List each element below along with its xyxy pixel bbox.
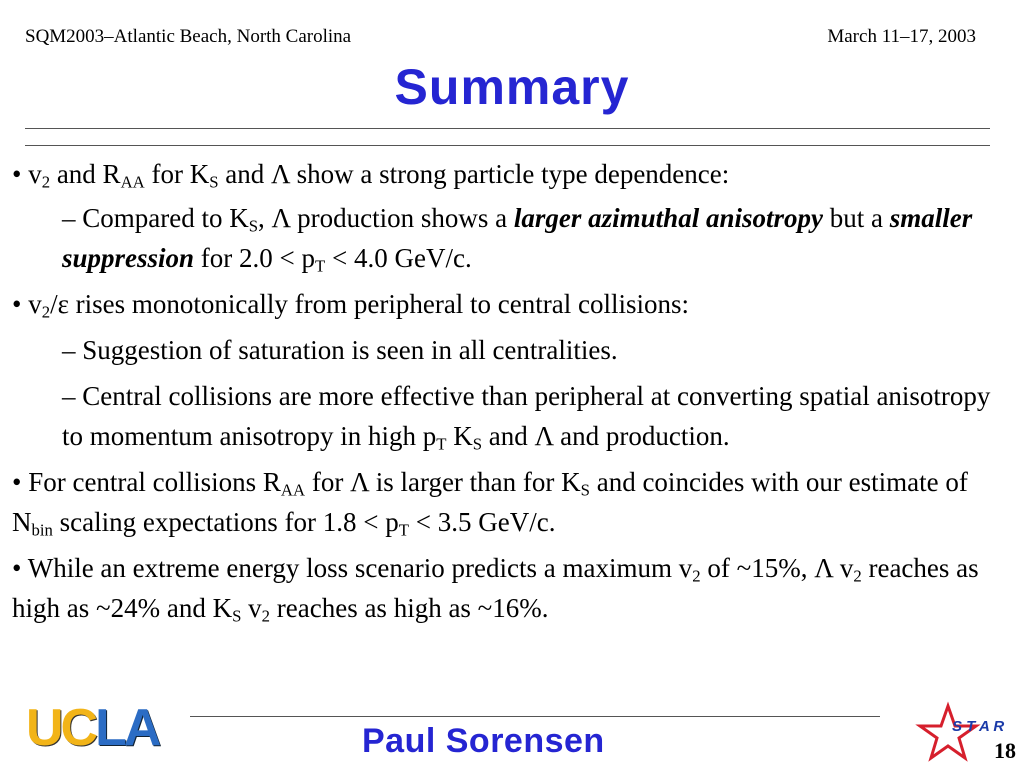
text-run: scaling expectations for 1.8 < p <box>52 507 399 537</box>
page-number: 18 <box>994 738 1016 763</box>
subscript: bin <box>31 520 53 540</box>
text-run: for K <box>144 159 210 189</box>
conference-header: SQM2003–Atlantic Beach, North Carolina <box>25 26 352 47</box>
subscript: T <box>436 434 447 454</box>
text-run: and coincides with our estimate of N <box>12 467 968 537</box>
text-run: /ε rises monotonically from peripheral to central collisions: <box>50 289 690 319</box>
text-run: v <box>241 593 262 623</box>
sub-bullet-2a <box>12 330 1012 370</box>
subscript: S <box>232 606 242 626</box>
text-run: – Compared to K <box>62 203 249 233</box>
text-run: • For central collisions R <box>12 467 281 497</box>
title-rule-bottom <box>25 145 990 146</box>
text-run: < 4.0 GeV/c. <box>325 243 472 273</box>
subscript: S <box>580 480 590 500</box>
text-run: of ~15%, Λ v <box>700 553 854 583</box>
text-run: K <box>446 421 473 451</box>
footer-rule <box>190 716 880 717</box>
subscript: 2 <box>692 566 701 586</box>
text-run: for 2.0 < p <box>194 243 316 273</box>
text-run: < 3.5 GeV/c. <box>409 507 556 537</box>
subscript: 2 <box>41 172 51 192</box>
text-run: – Suggestion of saturation is seen in all centralities. <box>62 335 618 365</box>
text-run: reaches as high as ~16%. <box>270 593 549 623</box>
bullet-4 <box>12 548 1012 628</box>
bullet-1 <box>12 154 1012 194</box>
ucla-logo <box>26 699 159 757</box>
emphasis-text: larger azimuthal anisotropy <box>513 203 823 233</box>
emphasis-text: smaller suppression <box>62 203 973 273</box>
bullet-2 <box>12 284 1012 324</box>
subscript: T <box>315 256 326 276</box>
bullet-3 <box>12 462 1012 542</box>
text-run: reaches as high as ~24% and K <box>12 553 979 623</box>
text-run: and Λ and production. <box>482 421 730 451</box>
ucla-logo-la: LA <box>95 699 159 757</box>
sub-bullet-2b <box>12 376 1012 456</box>
subscript: T <box>398 520 410 540</box>
subscript: S <box>472 434 483 454</box>
subscript: S <box>209 172 219 192</box>
text-run: • v <box>12 289 42 319</box>
subscript: 2 <box>853 566 862 586</box>
text-run: but a <box>822 203 890 233</box>
subscript: AA <box>120 172 145 192</box>
text-run: • v <box>12 159 42 189</box>
subscript: AA <box>280 480 306 500</box>
author-name: Paul Sorensen <box>362 722 605 760</box>
slide-title: Summary <box>394 59 630 115</box>
text-run: and R <box>50 159 121 189</box>
star-logo-text: S T A R <box>952 718 1005 735</box>
subscript: 2 <box>261 606 271 626</box>
text-run: • While an extreme energy loss scenario predicts a maximum v <box>12 553 693 583</box>
subscript: 2 <box>41 302 51 322</box>
subscript: S <box>248 216 259 236</box>
text-run: – Central collisions are more effective than peripheral at converting spatial anisotropy to momentum anisotropy in high p <box>62 381 991 451</box>
text-run: and Λ show a strong particle type dependence: <box>218 159 730 189</box>
slide-body <box>12 154 1012 628</box>
title-rule-top <box>25 128 990 129</box>
date-header: March 11–17, 2003 <box>827 26 976 47</box>
text-run: , Λ production shows a <box>258 203 514 233</box>
ucla-logo-uc: UC <box>26 699 96 757</box>
sub-bullet-1a <box>12 198 1012 278</box>
text-run: for Λ is larger than for K <box>305 467 581 497</box>
